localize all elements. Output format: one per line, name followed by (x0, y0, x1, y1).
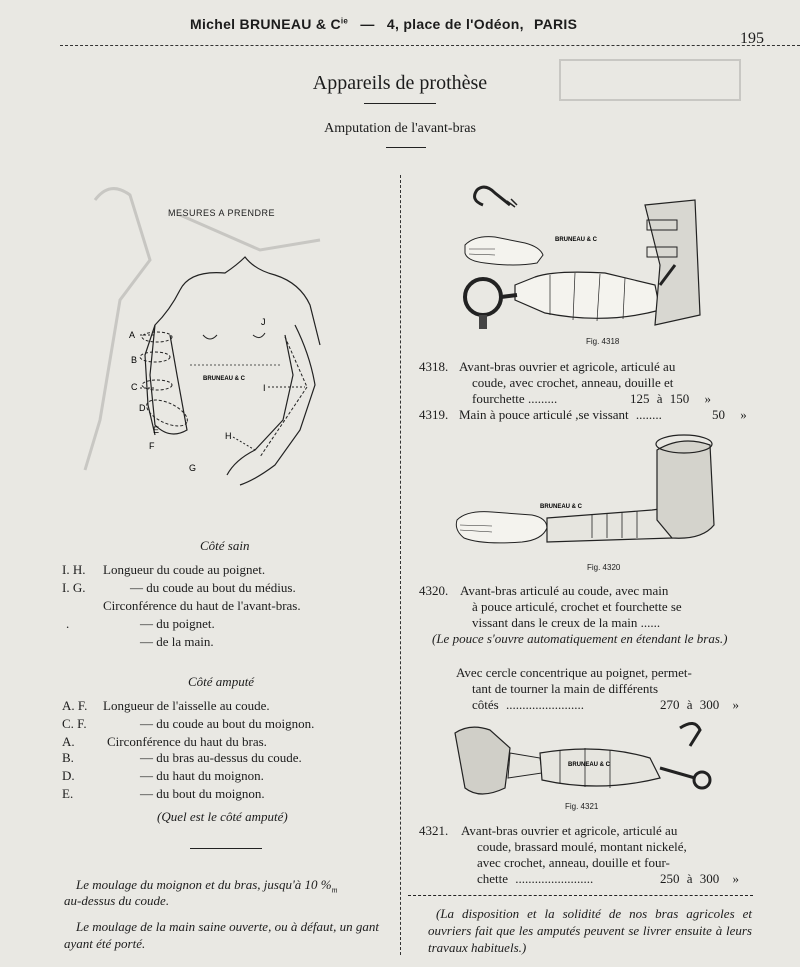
p4320-num: 4320. (419, 583, 449, 598)
p4321-line2: coude, brassard moulé, montant nickelé, (477, 839, 687, 854)
p4320-line3: vissant dans le creux de la main ...... (472, 615, 661, 630)
p4320-price (660, 696, 739, 713)
publisher-sup: ie (340, 16, 349, 26)
p4320-price-from: 270 (660, 697, 680, 712)
letter-h: H (225, 431, 232, 441)
sain-text-3: Circonférence du haut de l'avant-bras. (103, 598, 301, 613)
closing-rule (408, 895, 753, 896)
p4320-line1: Avant-bras articulé au coude, avec main (460, 583, 669, 598)
p4319-raq: » (740, 407, 747, 422)
publisher-header (190, 16, 577, 32)
p4318-num: 4318. (419, 359, 449, 374)
p4320-a: à (686, 697, 693, 712)
sain-code-2: I. G. (62, 580, 86, 595)
ampute-text-3: Circonférence du haut du bras. (107, 734, 267, 749)
publisher-address: 4, place de l'Odéon, (386, 16, 524, 32)
fig-4321-brand: BRUNEAU & C (568, 762, 610, 768)
cote-ampute-heading: Côté amputé (188, 674, 255, 689)
title-rule (364, 103, 436, 104)
p4321-price (660, 870, 739, 887)
p4321-line1: Avant-bras ouvrier et agricole, articulé au (461, 823, 678, 838)
p4321-line4 (477, 870, 593, 887)
ampute-text-5: — du haut du moignon. (140, 768, 264, 783)
ampute-rule (190, 848, 262, 849)
sain-code-1: I. H. (62, 562, 86, 577)
letter-f: F (149, 441, 155, 451)
p4318-line1: Avant-bras ouvrier et agricole, articulé au (459, 359, 676, 374)
p4318-raq: » (704, 391, 712, 406)
p4319-num: 4319. (419, 407, 449, 422)
p4321-a: à (686, 871, 693, 886)
fig-4320-illustration (452, 430, 722, 560)
p4320-option1: Avec cercle concentrique au poignet, permet- (456, 665, 692, 680)
ampute-code-3: A. (62, 734, 75, 749)
p4318-price-to: 150 (669, 391, 690, 406)
publisher-city: PARIS (533, 16, 578, 32)
ampute-code-5: D. (62, 768, 75, 783)
letter-j: J (261, 317, 266, 327)
p4321-dots: ........................ (515, 871, 594, 886)
column-divider (400, 175, 401, 955)
p4319-price-value: 50 (712, 407, 725, 422)
letter-a: A (129, 330, 136, 340)
moulage-main-note: Le moulage de la main saine ouverte, ou à défaut, un gant ayant été porté. (64, 919, 379, 951)
ampute-code-1: A. F. (62, 698, 88, 713)
fig-4318-caption: Fig. 4318 (586, 337, 620, 346)
ampute-text-1: Longueur de l'aisselle au coude. (103, 698, 270, 713)
p4320-note: (Le pouce s'ouvre automatiquement en étendant le bras.) (432, 631, 728, 646)
letter-d: D (139, 403, 146, 413)
p4320-dots: ........................ (505, 697, 584, 712)
diagram-heading: MESURES A PRENDRE (168, 208, 276, 218)
p4320-option3-text: côtés (472, 697, 499, 712)
p4321-line4-text: chette (477, 871, 509, 886)
fig-4320-brand: BRUNEAU & C (540, 504, 582, 510)
sain-text-1: Longueur du coude au poignet. (103, 562, 266, 577)
ampute-text-2: — du coude au bout du moignon. (140, 716, 315, 731)
sain-text-5: — de la main. (140, 634, 214, 649)
diagram-brand: BRUNEAU & C (203, 376, 245, 382)
p4318-price (630, 390, 711, 407)
sain-code-4: . (66, 616, 70, 631)
p4318-dots: ......... (527, 391, 558, 406)
ampute-text-6: — du bout du moignon. (140, 786, 265, 801)
moulage-moignon-text: Le moulage du moignon et du bras, jusqu'à 10 % (76, 877, 332, 892)
page-number: 195 (740, 30, 764, 47)
fig-4318-illustration (455, 175, 715, 335)
letter-c: C (131, 382, 138, 392)
p4320-price-to: 300 (699, 697, 720, 712)
moulage-moignon-unit: m (331, 885, 338, 895)
p4321-line3: avec crochet, anneau, douille et four- (477, 855, 670, 870)
ampute-text-4: — du bras au-dessus du coude. (140, 750, 302, 765)
p4318-line3 (472, 390, 557, 407)
p4319-line1 (459, 406, 662, 423)
p4319-line1-text: Main à pouce articulé ,se vissant (459, 407, 629, 422)
fig-4321-caption: Fig. 4321 (565, 802, 599, 811)
fig-4318-brand: BRUNEAU & C (555, 237, 597, 243)
page-title: Appareils de prothèse (312, 72, 488, 94)
ampute-code-4: B. (62, 750, 74, 765)
p4321-price-to: 300 (699, 871, 720, 886)
measurement-diagram (115, 225, 345, 505)
subtitle-rule (386, 147, 426, 148)
p4319-price (712, 406, 747, 423)
p4320-option2: tant de tourner la main de différents (472, 681, 659, 696)
ampute-code-2: C. F. (62, 716, 87, 731)
cote-sain-heading: Côté sain (200, 538, 250, 553)
p4321-raq: » (732, 871, 740, 886)
fig-4320-caption: Fig. 4320 (587, 563, 621, 572)
letter-g: G (189, 463, 197, 473)
p4320-option3 (472, 696, 584, 713)
publisher-name: Michel BRUNEAU & C (190, 16, 341, 32)
p4318-line3-text: fourchette (472, 391, 525, 406)
sain-text-2: — du coude au bout du médius. (130, 580, 296, 595)
p4319-dots: ........ (635, 407, 662, 422)
closing-note: (La disposition et la solidité de nos bras agricoles et ouvriers fait que les amputés peuvent se livrer ensuite à leurs travaux habituels.) (428, 906, 752, 955)
sain-text-4: — du poignet. (140, 616, 215, 631)
header-rule (60, 45, 800, 46)
ampute-code-6: E. (62, 786, 74, 801)
moulage-moignon-end: au-dessus du coude. (64, 893, 170, 908)
header-separator: — (360, 16, 375, 32)
p4318-a: à (656, 391, 663, 406)
p4318-line2: coude, avec crochet, anneau, douille et (472, 375, 674, 390)
p4318-price-from: 125 (630, 391, 650, 406)
p4320-raq: » (732, 697, 740, 712)
p4321-num: 4321. (419, 823, 449, 838)
p4320-line2: à pouce articulé, crochet et fourchette se (472, 599, 682, 614)
letter-e: E (153, 425, 160, 435)
page-subtitle: Amputation de l'avant-bras (324, 121, 476, 136)
ampute-note: (Quel est le côté amputé) (157, 809, 288, 824)
letter-i: I (263, 383, 266, 393)
fig-4321-illustration (450, 718, 720, 803)
p4321-price-from: 250 (660, 871, 680, 886)
letter-b: B (131, 355, 138, 365)
